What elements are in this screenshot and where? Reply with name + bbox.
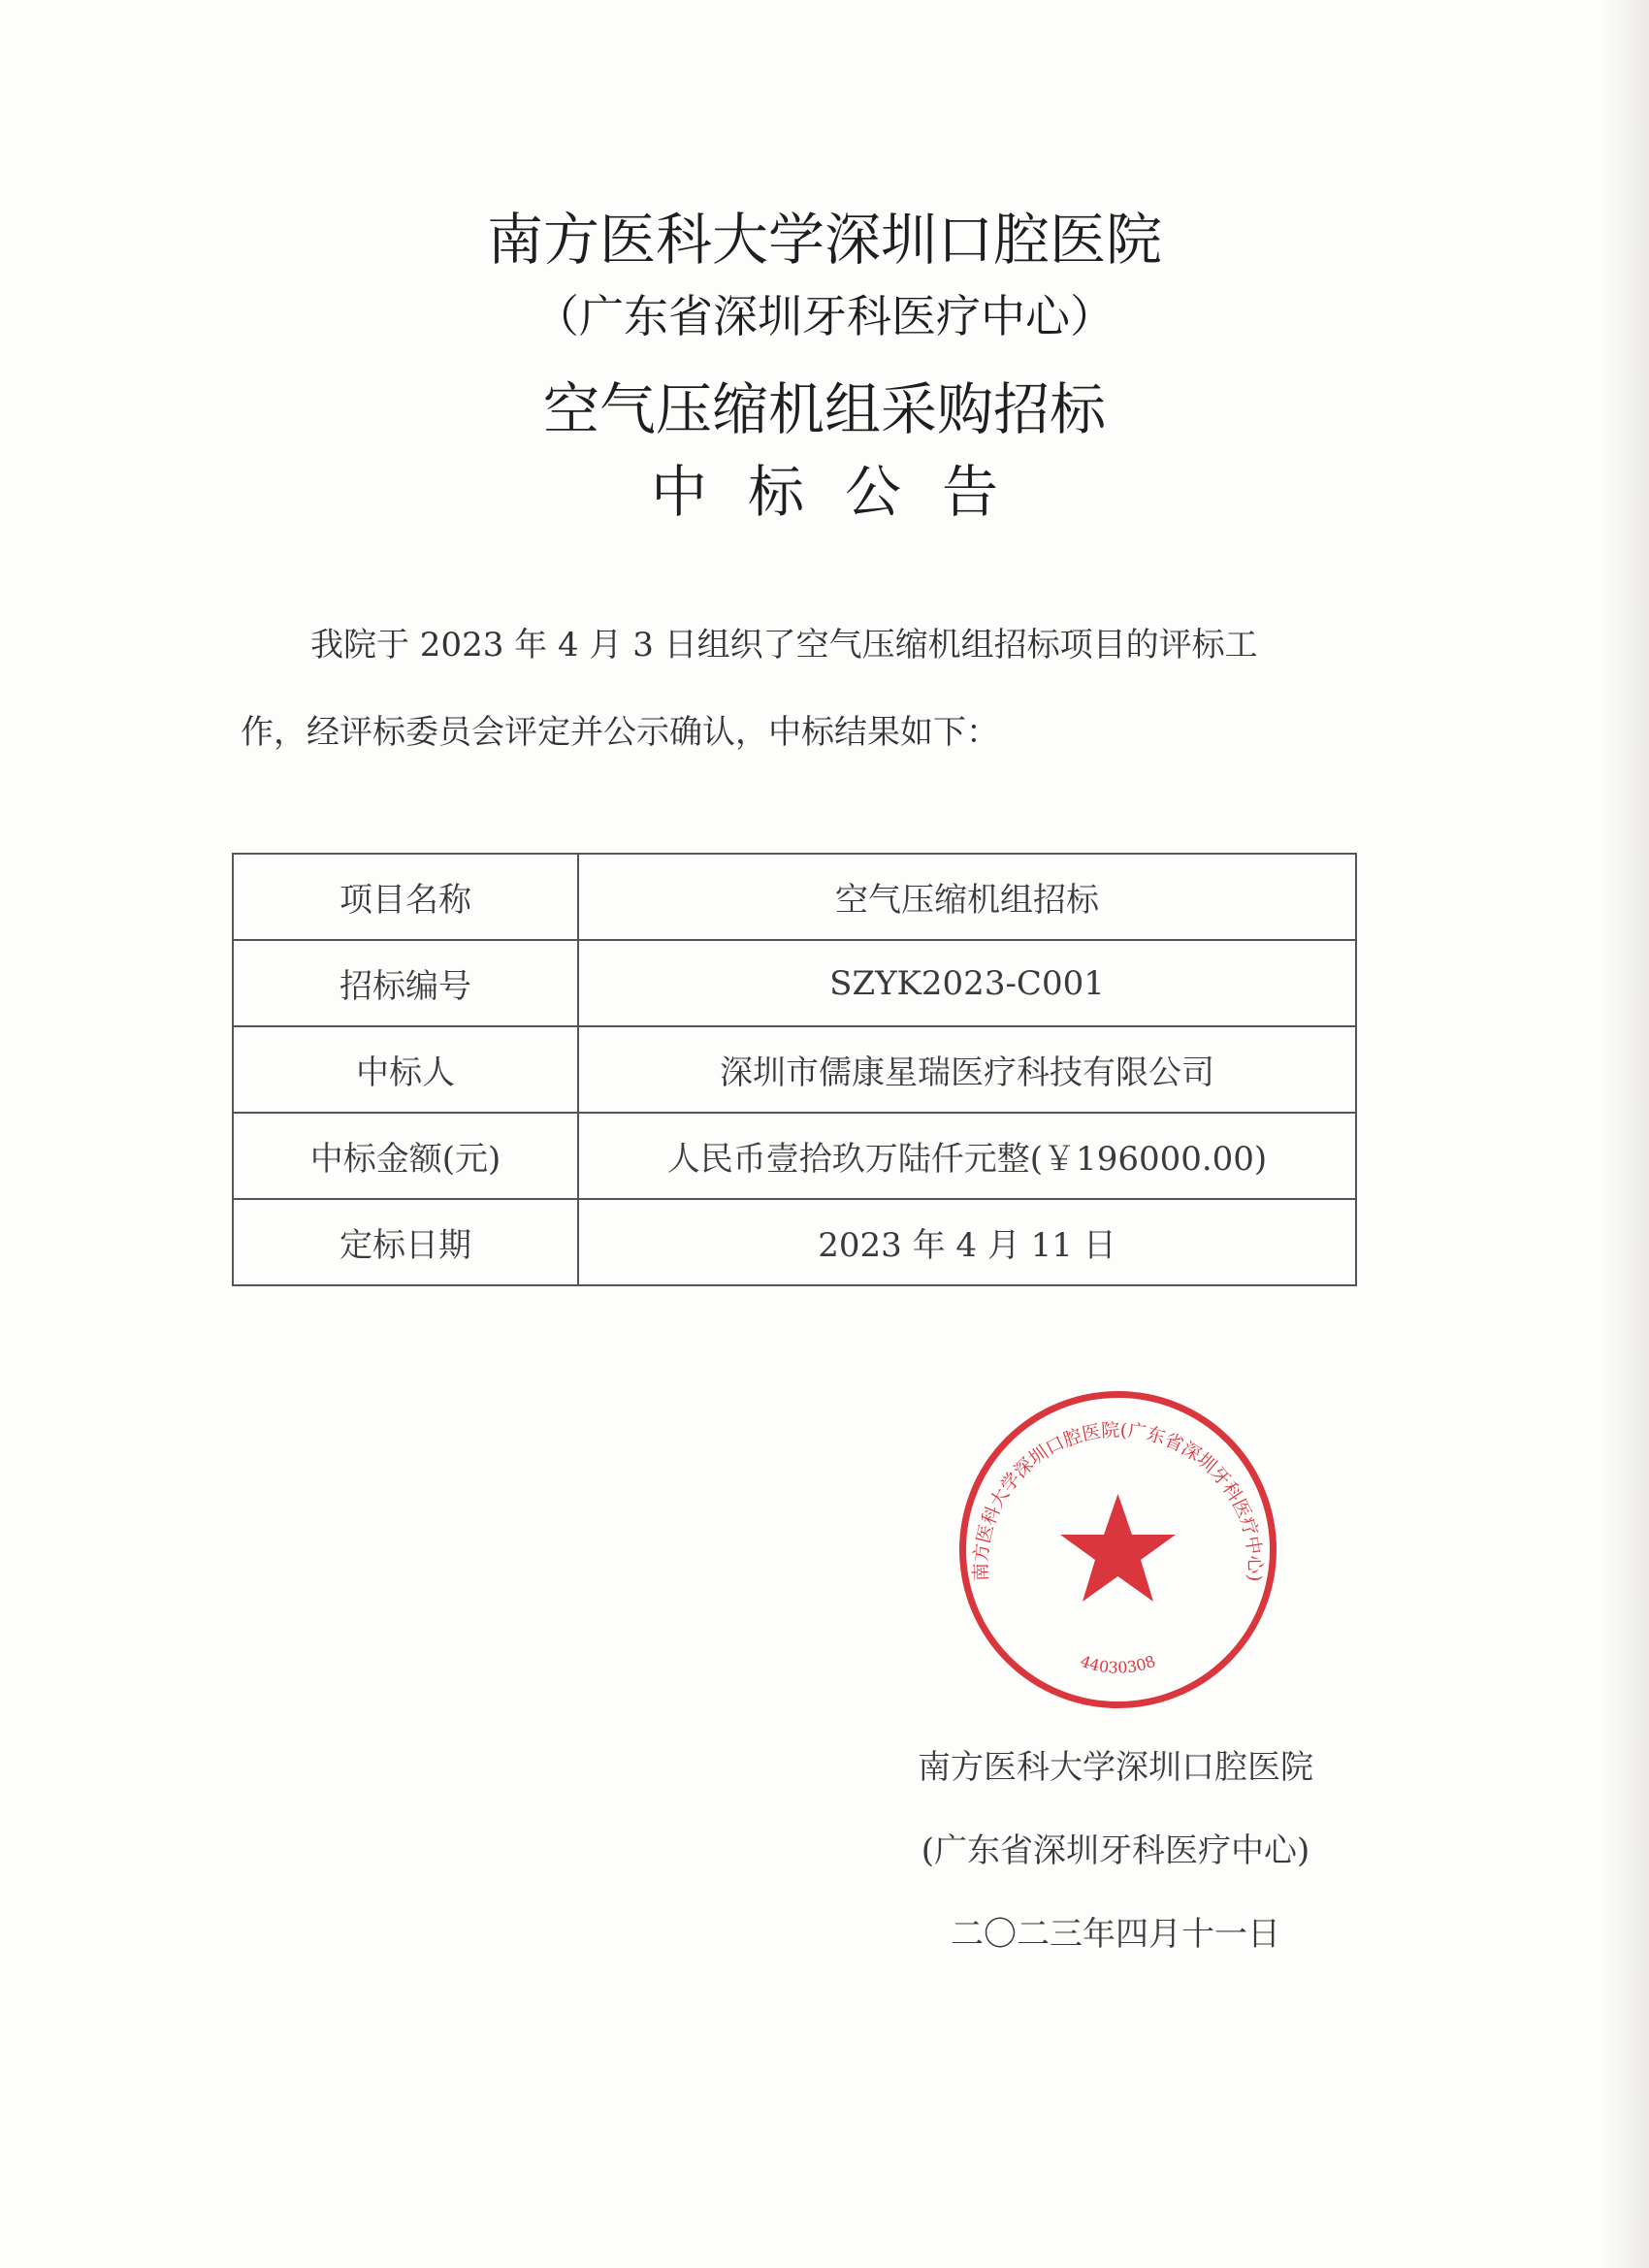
row-label: 定标日期 — [233, 1199, 578, 1285]
table-row — [233, 1026, 1356, 1113]
row-value: 深圳市儒康星瑞医疗科技有限公司 — [578, 1026, 1356, 1113]
intro-line-1: 我院于 2023 年 4 月 3 日组织了空气压缩机组招标项目的评标工 — [310, 626, 1258, 664]
table-row — [233, 940, 1356, 1026]
seal-star-icon — [1060, 1494, 1176, 1602]
seal-arc-text: 南方医科大学深圳口腔医院(广东省深圳牙科医疗中心) — [970, 1419, 1266, 1583]
project-title: 空气压缩机组采购招标 — [542, 376, 1106, 442]
table-row — [233, 1199, 1356, 1285]
row-value: SZYK2023-C001 — [578, 940, 1356, 1026]
row-label: 中标人 — [233, 1026, 578, 1113]
signature-org: 南方医科大学深圳口腔医院 — [918, 1748, 1313, 1787]
row-label: 项目名称 — [233, 854, 578, 940]
table-row — [233, 1113, 1356, 1199]
table-row — [233, 854, 1356, 940]
row-value: 人民币壹拾玖万陆仟元整(￥196000.00) — [578, 1113, 1356, 1199]
intro-paragraph — [241, 601, 1366, 776]
row-label: 中标金额(元) — [233, 1113, 578, 1199]
signature-date: 二〇二三年四月十一日 — [951, 1915, 1280, 1954]
signature-org-sub: (广东省深圳牙科医疗中心) — [921, 1831, 1310, 1870]
hospital-name-title: 南方医科大学深圳口腔医院 — [486, 207, 1162, 273]
announcement-title: 中标公告 — [650, 459, 1039, 525]
intro-line-2: 作，经评标委员会评定并公示确认，中标结果如下： — [241, 713, 999, 752]
row-label: 招标编号 — [233, 940, 578, 1026]
row-value: 2023 年 4 月 11 日 — [578, 1199, 1356, 1285]
row-value: 空气压缩机组招标 — [578, 854, 1356, 940]
official-seal — [955, 1387, 1280, 1712]
award-result-table — [232, 853, 1357, 1286]
hospital-subtitle: （广东省深圳牙科医疗中心） — [534, 290, 1115, 342]
seal-code: 44030308 — [1078, 1651, 1158, 1677]
